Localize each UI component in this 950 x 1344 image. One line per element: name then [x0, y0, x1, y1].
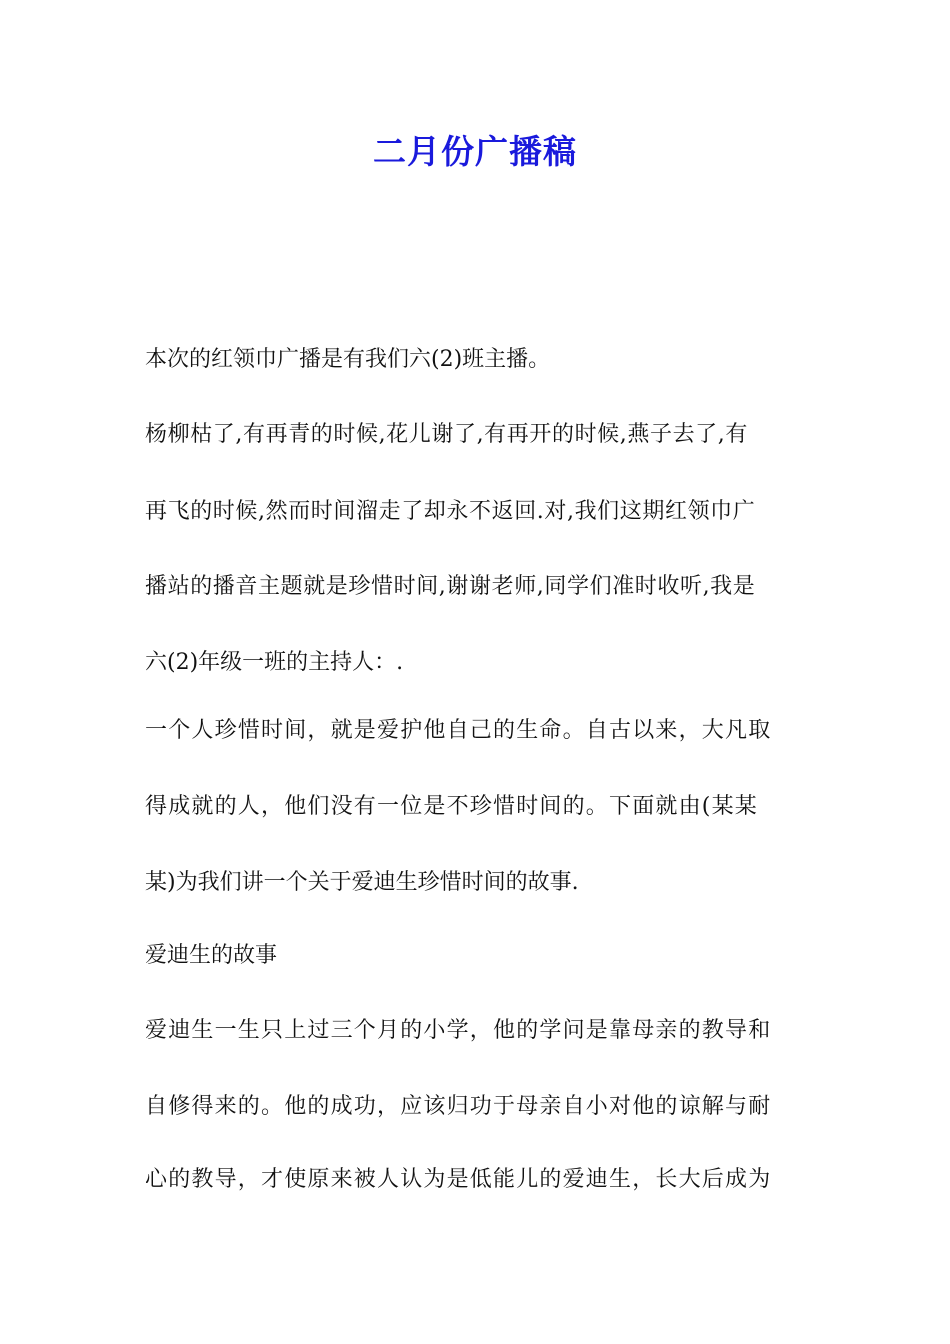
body-line: 播站的播音主题就是珍惜时间,谢谢老师,同学们准时收听,我是 [145, 574, 756, 599]
body-line: 一个人珍惜时间，就是爱护他自己的生命。自古以来，大凡取 [145, 718, 772, 743]
body-line: 爱迪生一生只上过三个月的小学，他的学问是靠母亲的教导和 [145, 1018, 772, 1043]
body-line: 杨柳枯了,有再青的时候,花儿谢了,有再开的时候,燕子去了,有 [145, 422, 748, 447]
page-title: 二月份广播稿 [373, 132, 577, 171]
body-line: 得成就的人，他们没有一位是不珍惜时间的。下面就由(某某 [145, 794, 758, 819]
body-line: 自修得来的。他的成功，应该归功于母亲自小对他的谅解与耐 [145, 1094, 772, 1119]
body-line: 某)为我们讲一个关于爱迪生珍惜时间的故事. [145, 870, 579, 895]
body-line: 心的教导，才使原来被人认为是低能儿的爱迪生，长大后成为 [145, 1167, 772, 1192]
body-line: 六(2)年级一班的主持人：. [145, 650, 404, 675]
body-line: 再飞的时候,然而时间溜走了却永不返回.对,我们这期红领巾广 [145, 499, 756, 524]
section-heading: 爱迪生的故事 [145, 943, 278, 968]
body-line: 本次的红领巾广播是有我们六(2)班主播。 [145, 347, 551, 372]
